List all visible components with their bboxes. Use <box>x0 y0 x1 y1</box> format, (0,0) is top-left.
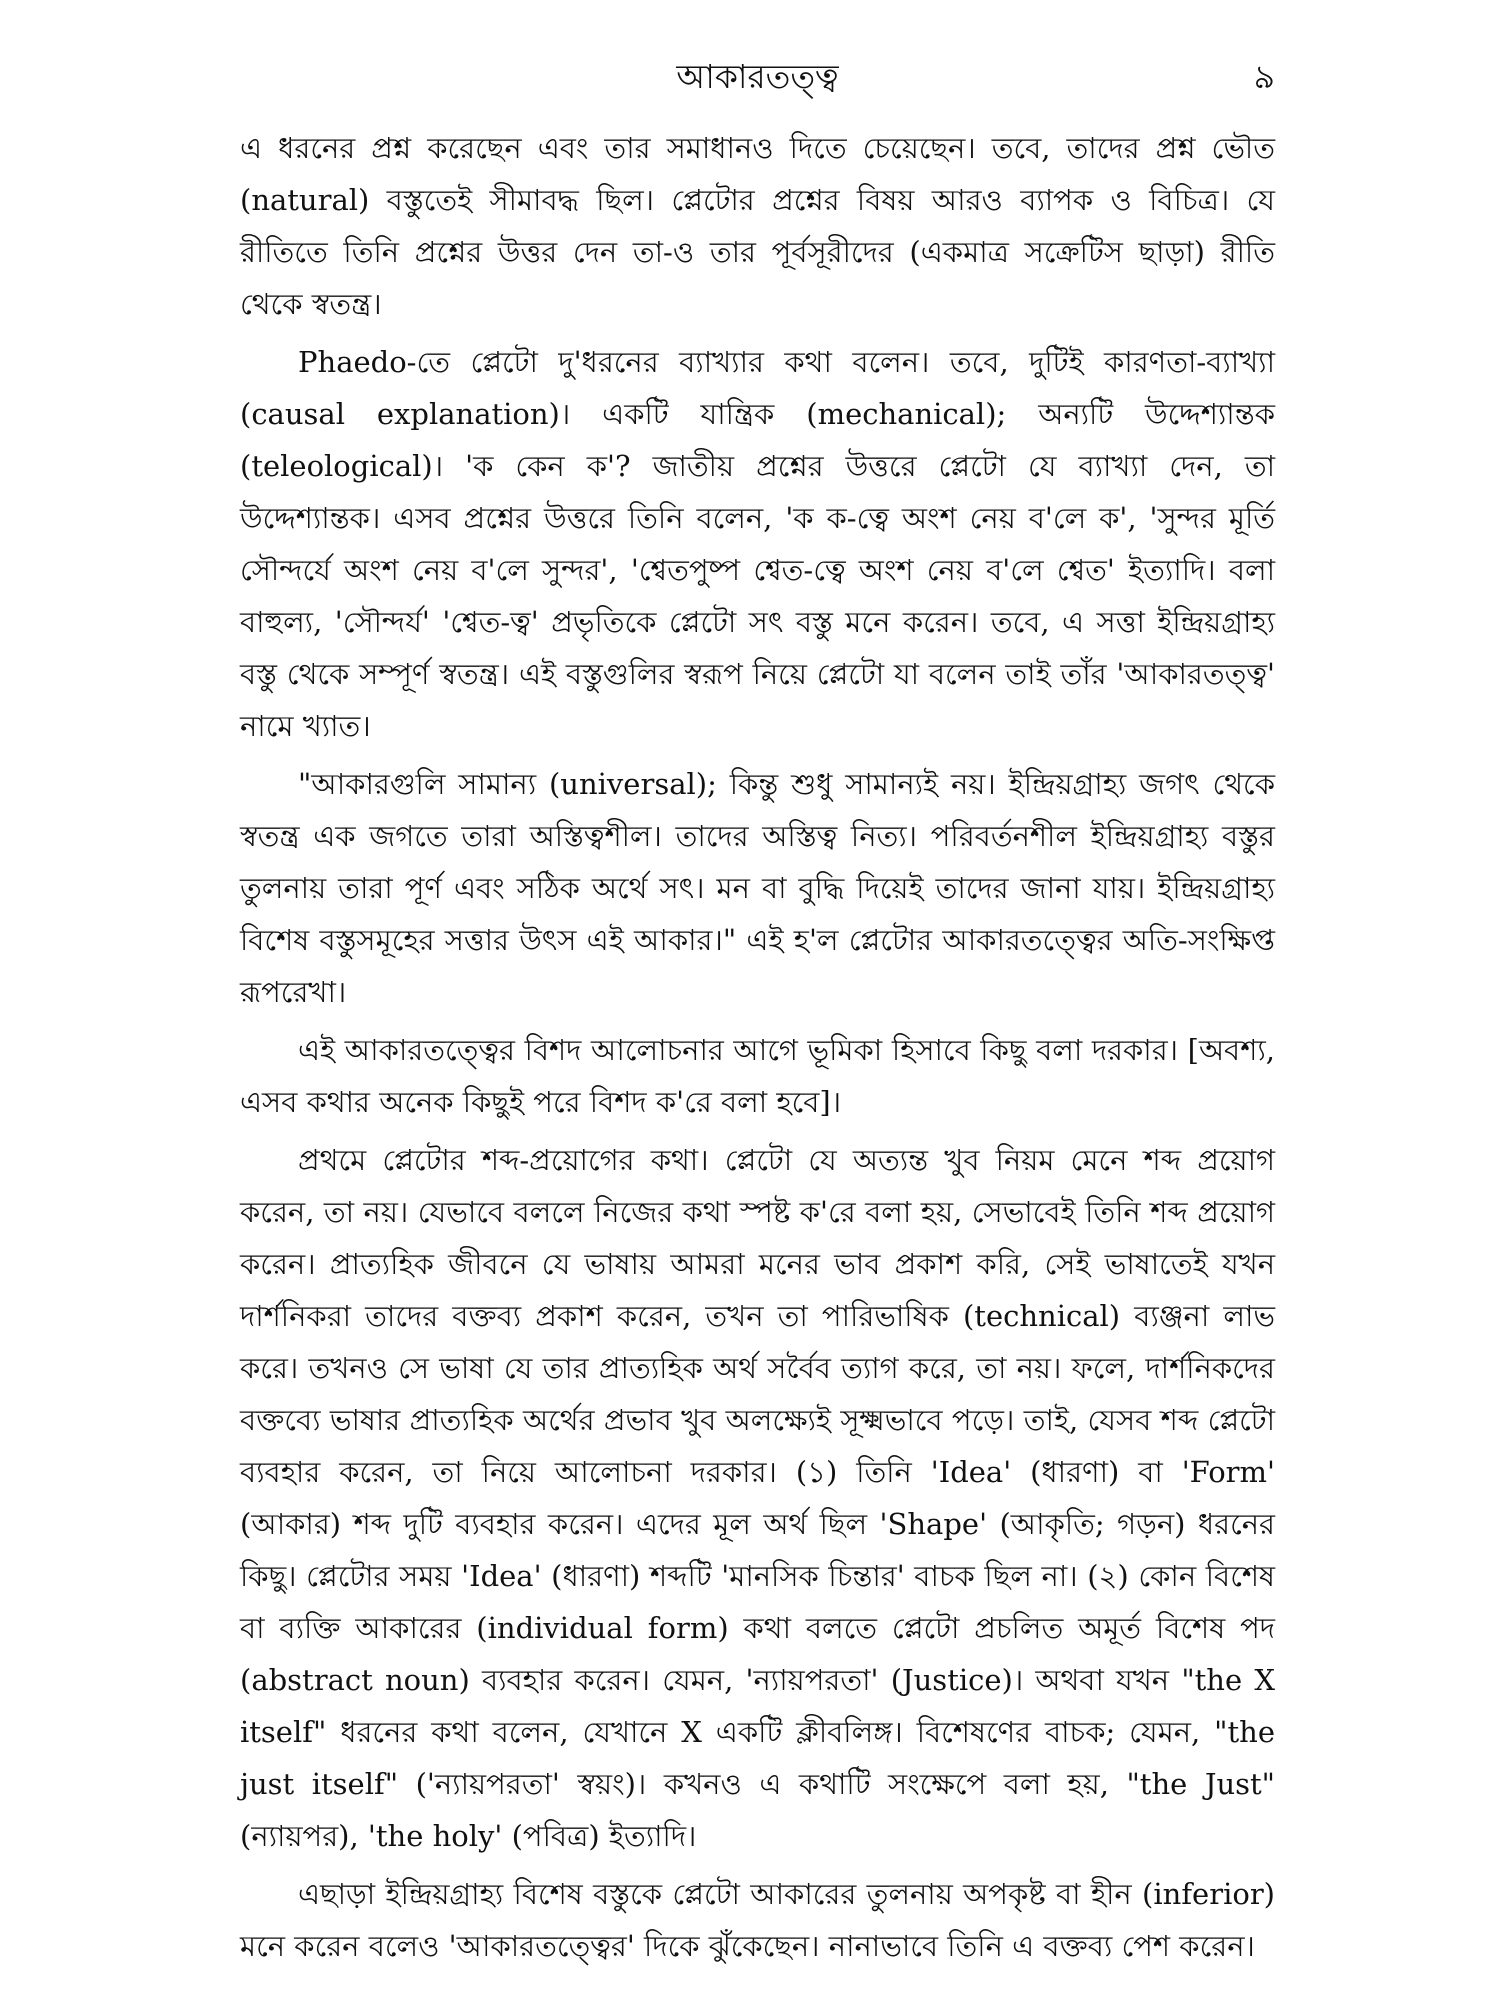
chapter-title: আকারতত্ত্ব <box>676 57 839 96</box>
paragraph-5: প্রথমে প্লেটোর শব্দ-প্রয়োগের কথা। প্লেটো যে অত্যন্ত খুব নিয়ম মেনে শব্দ প্রয়োগ করেন, তা নয়। যেভাবে বললে নিজের কথা স্পষ্ট ক'রে বলা হয়, সেভাবেই তিনি শব্দ প্রয়োগ করেন। প্রাত্যহিক জীবনে যে ভাষায় আমরা মনের ভাব প্রকাশ করি, সেই ভাষাতেই যখন দার্শনিকরা তাদের বক্তব্য প্রকাশ করেন, তখন তা পারিভাষিক (technical) ব্যঞ্জনা লাভ করে। তখনও সে ভাষা যে তার প্রাত্যহিক অর্থ সর্বৈব ত্যাগ করে, তা নয়। ফলে, দার্শনিকদের বক্তব্যে ভাষার প্রাত্যহিক অর্থের প্রভাব খুব অলক্ষ্যেই সূক্ষ্মভাবে পড়ে। তাই, যেসব শব্দ প্লেটো ব্যবহার করেন, তা নিয়ে আলোচনা দরকার। (১) তিনি 'Idea' (ধারণা) বা 'Form' (আকার) শব্দ দুটি ব্যবহার করেন। এদের মূল অর্থ ছিল 'Shape' (আকৃতি; গড়ন) ধরনের কিছু। প্লেটোর সময় 'Idea' (ধারণা) শব্দটি 'মানসিক চিন্তার' বাচক ছিল না। (২) কোন বিশেষ বা ব্যক্তি আকারের (individual form) কথা বলতে প্লেটো প্রচলিত অমূর্ত বিশেষ পদ (abstract noun) ব্যবহার করেন। যেমন, 'ন্যায়পরতা' (Justice)। অথবা যখন "the X itself" ধরনের কথা বলেন, যেখানে X একটি ক্লীবলিঙ্গ। বিশেষণের বাচক; যেমন, "the just itself" ('ন্যায়পরতা' স্বয়ং)। কখনও এ কথাটি সংক্ষেপে বলা হয়, "the Just" (ন্যায়পর), 'the holy' (পবিত্র) ইত্যাদি। <box>240 1143 1275 1853</box>
paragraph-4: এই আকারতত্ত্বের বিশদ আলোচনার আগে ভূমিকা হিসাবে কিছু বলা দরকার। [অবশ্য, এসব কথার অনেক কিছুই পরে বিশদ ক'রে বলা হবে]। <box>240 1033 1275 1119</box>
paragraph-2: Phaedo-তে প্লেটো দু'ধরনের ব্যাখ্যার কথা বলেন। তবে, দুটিই কারণতা-ব্যাখ্যা (causal explanation)। একটি যান্ত্রিক (mechanical); অন্যটি উদ্দেশ্যান্তক (teleological)। 'ক কেন ক'? জাতীয় প্রশ্নের উত্তরে প্লেটো যে ব্যাখ্যা দেন, তা উদ্দেশ্যান্তক। এসব প্রশ্নের উত্তরে তিনি বলেন, 'ক ক-ত্বে অংশ নেয় ব'লে ক', 'সুন্দর মূর্তি সৌন্দর্যে অংশ নেয় ব'লে সুন্দর', 'শ্বেতপুষ্প শ্বেত-ত্বে অংশ নেয় ব'লে শ্বেত' ইত্যাদি। বলা বাহুল্য, 'সৌন্দর্য' 'শ্বেত-ত্ব' প্রভৃতিকে প্লেটো সৎ বস্তু মনে করেন। তবে, এ সত্তা ইন্দ্রিয়গ্রাহ্য বস্তু থেকে সম্পূর্ণ স্বতন্ত্র। এই বস্তুগুলির স্বরূপ নিয়ে প্লেটো যা বলেন তাই তাঁর 'আকারতত্ত্ব' নামে খ্যাত। <box>240 345 1275 743</box>
body-text <box>240 122 1275 1978</box>
paragraph-1: এ ধরনের প্রশ্ন করেছেন এবং তার সমাধানও দিতে চেয়েছেন। তবে, তাদের প্রশ্ন ভৌত (natural) বস্তুতেই সীমাবদ্ধ ছিল। প্লেটোর প্রশ্নের বিষয় আরও ব্যাপক ও বিচিত্র। যে রীতিতে তিনি প্রশ্নের উত্তর দেন তা-ও তার পূর্বসূরীদের (একমাত্র সক্রেটিস ছাড়া) রীতি থেকে স্বতন্ত্র। <box>240 131 1275 321</box>
running-header <box>240 52 1275 102</box>
paragraph-6: এছাড়া ইন্দ্রিয়গ্রাহ্য বিশেষ বস্তুকে প্লেটো আকারের তুলনায় অপকৃষ্ট বা হীন (inferior) মনে করেন বলেও 'আকারতত্ত্বের' দিকে ঝুঁকেছেন। নানাভাবে তিনি এ বক্তব্য পেশ করেন। <box>240 1877 1275 1963</box>
paragraph-3: "আকারগুলি সামান্য (universal); কিন্তু শুধু সামান্যই নয়। ইন্দ্রিয়গ্রাহ্য জগৎ থেকে স্বতন্ত্র এক জগতে তারা অস্তিত্বশীল। তাদের অস্তিত্ব নিত্য। পরিবর্তনশীল ইন্দ্রিয়গ্রাহ্য বস্তুর তুলনায় তারা পূর্ণ এবং সঠিক অর্থে সৎ। মন বা বুদ্ধি দিয়েই তাদের জানা যায়। ইন্দ্রিয়গ্রাহ্য বিশেষ বস্তুসমূহের সত্তার উৎস এই আকার।" এই হ'ল প্লেটোর আকারতত্ত্বের অতি-সংক্ষিপ্ত রূপরেখা। <box>240 767 1275 1009</box>
page-number: ৯ <box>1253 57 1275 96</box>
